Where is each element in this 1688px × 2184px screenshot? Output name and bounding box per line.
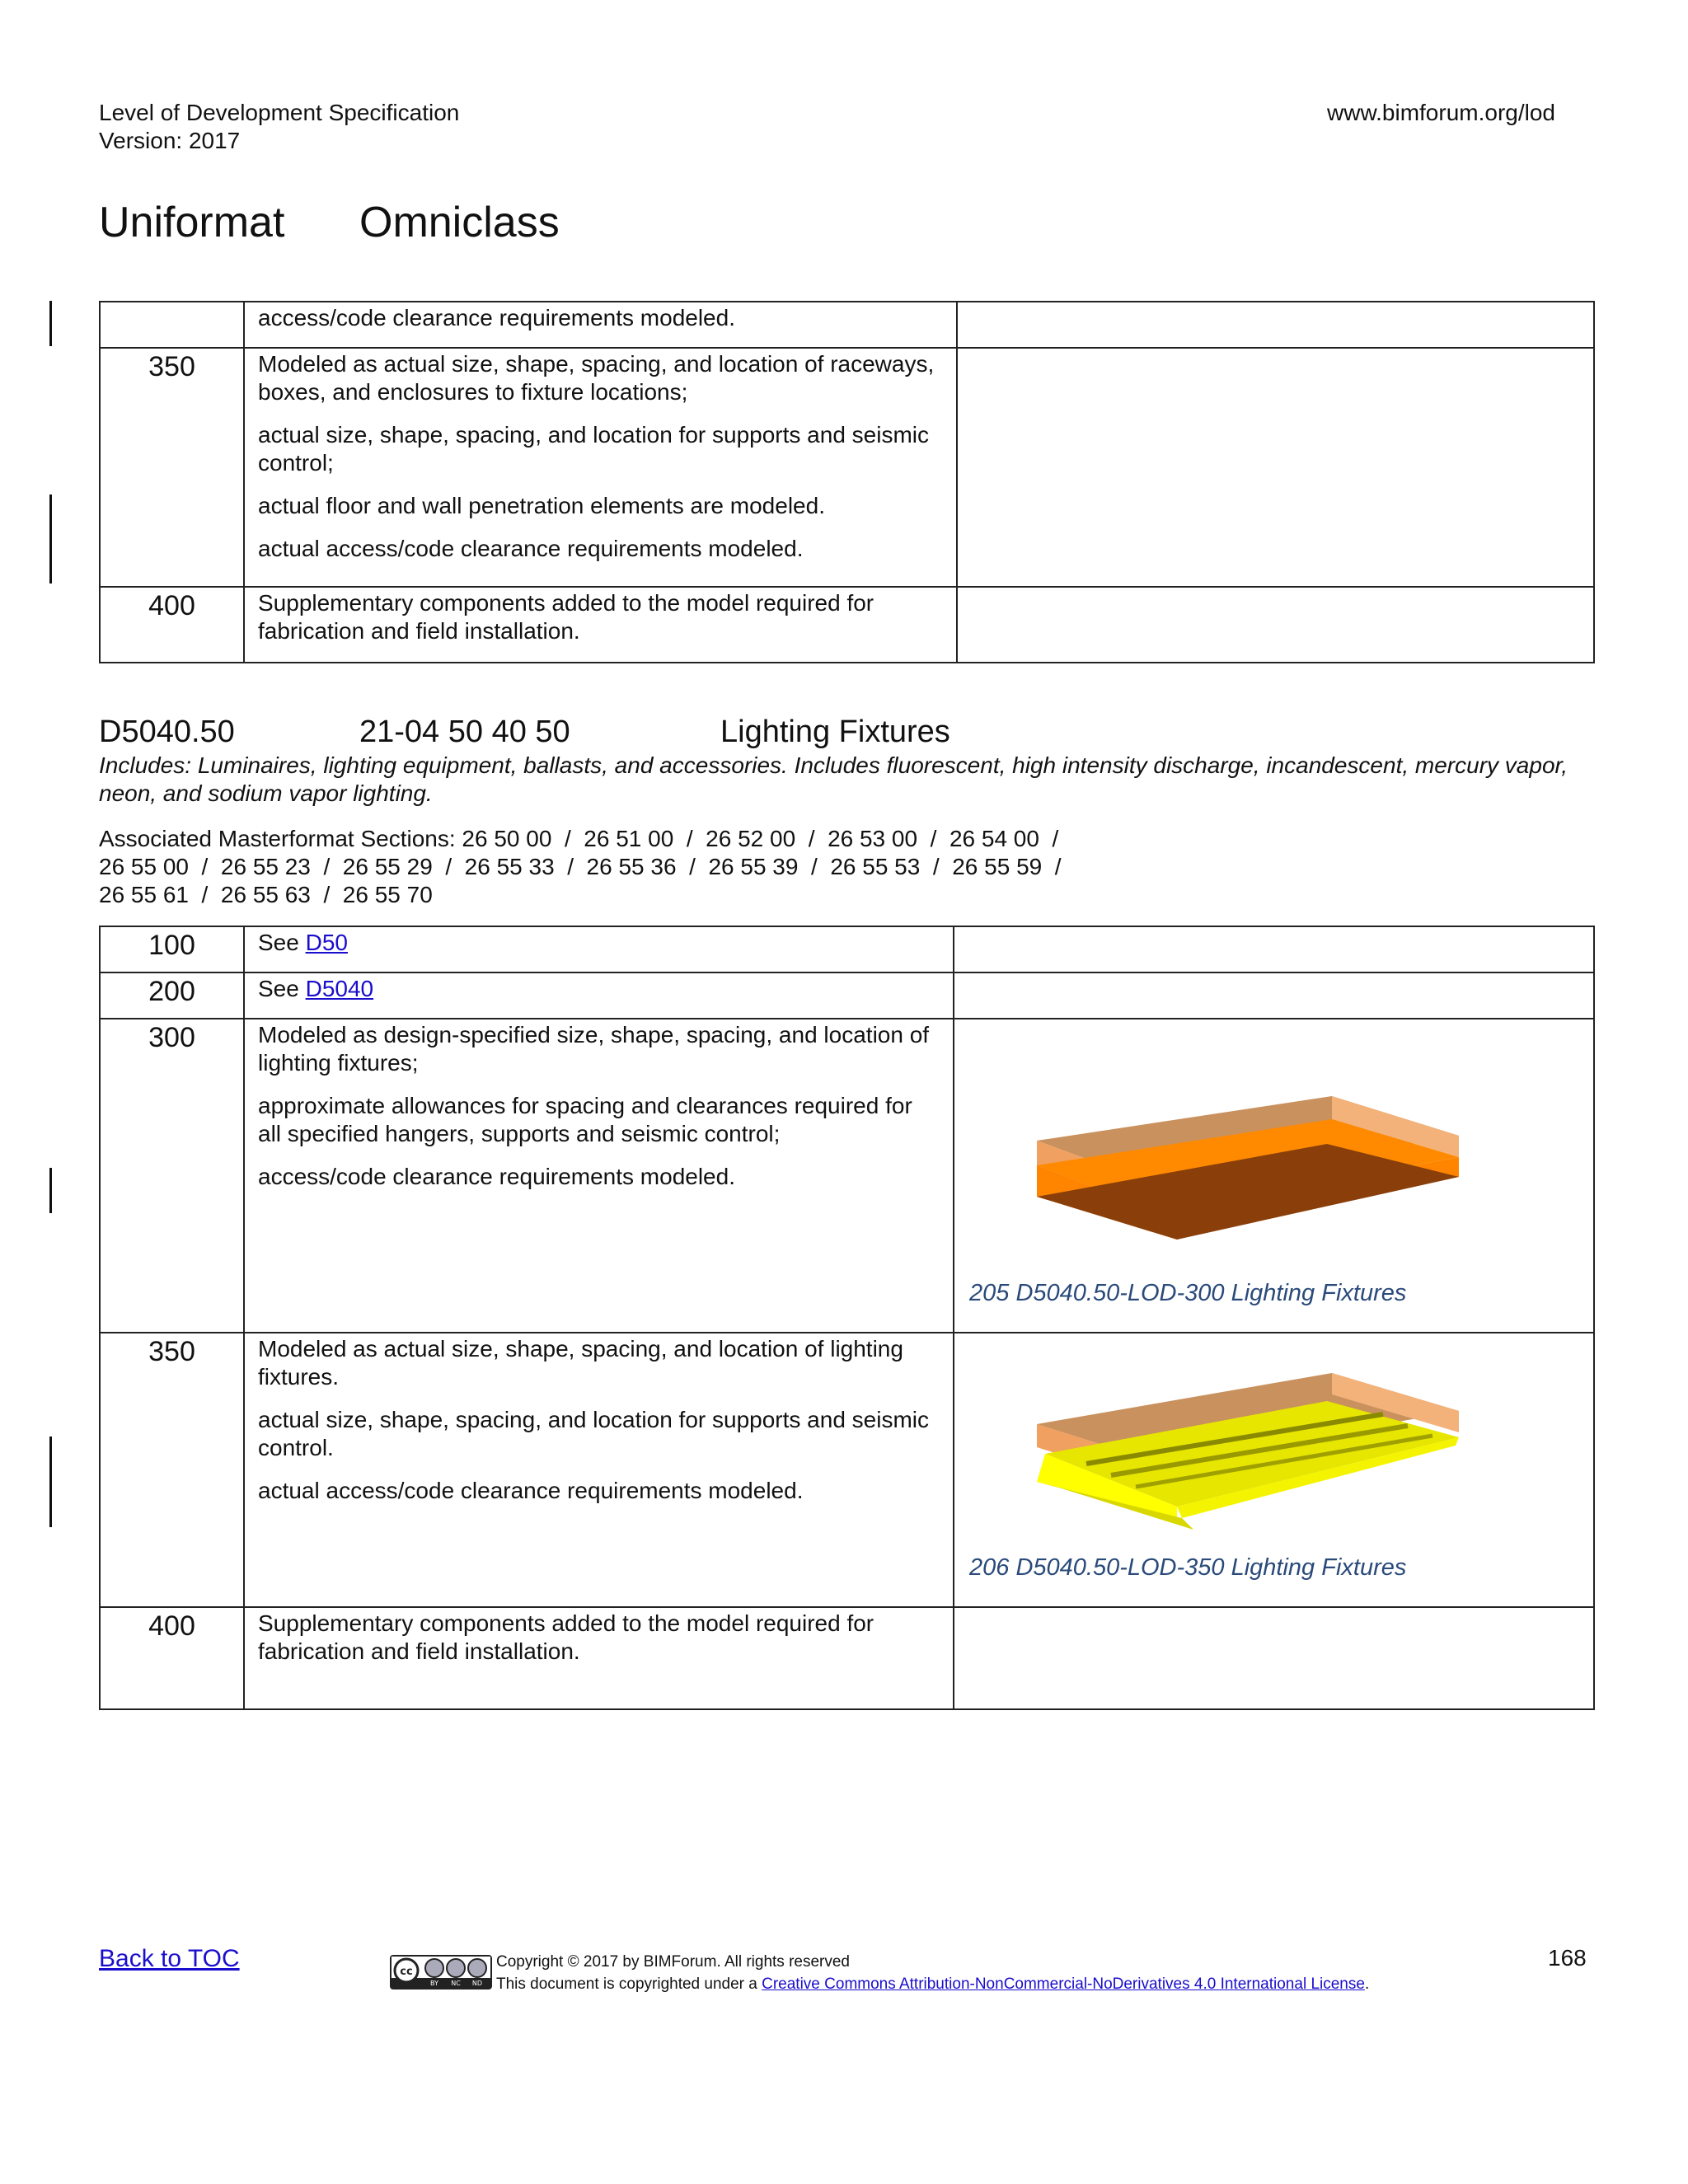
illustration-cell [957,348,1594,587]
illustration-cell [954,1333,1594,1607]
cc-by-nc-nd-icon [392,1957,490,1988]
masterformat-sections: 26 55 00 / 26 55 23 / 26 55 29 / 26 55 33 / 26 55 36 / 26 55 39 / 26 55 53 / 26 55 59 / [99,854,1062,879]
description-paragraph: actual access/code clearance requirements modeled. [258,1478,804,1503]
change-bar [49,301,52,346]
section-name: Lighting Fixtures [720,715,950,749]
lod-table-continued [99,301,1595,663]
description-paragraph: access/code clearance requirements modeled. [258,305,735,330]
illustration-cell [954,1607,1594,1709]
description-paragraph: Modeled as actual size, shape, spacing, and location of raceways, boxes, and enclosures to fixture locations; [258,351,935,405]
back-to-toc-link[interactable]: Back to TOC [99,1945,240,1972]
table-row [100,587,1594,663]
license-prefix: This document is copyrighted under a [496,1975,762,1993]
svg-text:cc: cc [400,1966,413,1978]
illustration-cell [957,302,1594,348]
document-title: Level of Development Specification [99,100,460,125]
description-paragraph: actual access/code clearance requirements modeled. [258,536,804,561]
change-bar [49,1436,52,1527]
svg-text:BY: BY [430,1980,438,1987]
link-d50[interactable]: D50 [305,930,348,955]
lod-level: 400 [100,1607,244,1709]
masterformat-sections: 26 55 61 / 26 55 63 / 26 55 70 [99,882,433,907]
lighting-fixture-lod300-image [1037,1065,1482,1246]
lod-table-lighting-fixtures [99,926,1595,1710]
svg-text:ND: ND [471,1980,483,1987]
table-row [100,1333,1594,1607]
description-paragraph: actual size, shape, spacing, and location for supports and seismic control. [258,1407,930,1460]
omniclass-heading: Omniclass [359,199,560,246]
lod-description [244,1607,954,1709]
description-paragraph: Supplementary components added to the model required for fabrication and field installation. [258,1610,874,1664]
figure-caption: 205 D5040.50-LOD-300 Lighting Fixtures [969,1280,1407,1306]
cc-license-badge[interactable] [390,1955,492,1990]
lod-description [244,587,957,663]
table-row [100,1607,1594,1709]
license-suffix: . [1364,1975,1370,1993]
link-d5040[interactable]: D5040 [305,976,374,1001]
lod-level: 100 [100,926,244,972]
lod-description [244,302,957,348]
lod-description [244,972,954,1019]
illustration-cell [954,1019,1594,1333]
description-paragraph: actual size, shape, spacing, and location for supports and seismic control; [258,422,930,476]
uniformat-code: D5040.50 [99,715,235,749]
table-row [100,1019,1594,1333]
table-row [100,348,1594,587]
description-paragraph: Modeled as design-specified size, shape, spacing, and location of lighting fixtures; [258,1022,930,1076]
header-url: www.bimforum.org/lod [1327,100,1555,125]
description-paragraph: Supplementary components added to the model required for fabrication and field installation. [258,590,874,644]
lod-level [100,302,244,348]
lod-level: 350 [100,1333,244,1607]
lod-level: 200 [100,972,244,1019]
copyright-text: Copyright © 2017 by BIMForum. All rights reserved [496,1953,851,1971]
table-row [100,302,1594,348]
license-text [496,1974,1369,1995]
lod-level: 400 [100,587,244,663]
change-bar [49,1168,52,1213]
table-row [100,972,1594,1019]
illustration-cell [954,926,1594,972]
table-row [100,926,1594,972]
figure-caption: 206 D5040.50-LOD-350 Lighting Fixtures [969,1554,1407,1581]
change-bar [49,494,52,583]
lod-level: 300 [100,1019,244,1333]
lod-description [244,1019,954,1333]
illustration-cell [957,587,1594,663]
lod-level: 350 [100,348,244,587]
section-includes: Includes: Luminaires, lighting equipment, ballasts, and accessories. Includes fluorescent, high intensity discharge, incandescent, mercury vapor, neon, and sodium vapor lighting. [99,752,1568,806]
lod-description [244,348,957,587]
page-number: 168 [1548,1945,1587,1971]
svg-text:NC: NC [451,1980,461,1987]
description-paragraph: access/code clearance requirements modeled. [258,1164,735,1189]
illustration-cell [954,972,1594,1019]
description-paragraph: actual floor and wall penetration elements are modeled. [258,493,825,518]
see-prefix: See [258,930,306,955]
masterformat-sections: Associated Masterformat Sections: 26 50 00 / 26 51 00 / 26 52 00 / 26 53 00 / 26 54 00 / [99,826,1059,851]
lod-description [244,926,954,972]
license-link[interactable]: Creative Commons Attribution-NonCommercial-NoDerivatives 4.0 International License [762,1975,1365,1993]
uniformat-heading: Uniformat [99,199,285,246]
description-paragraph: Modeled as actual size, shape, spacing, and location of lighting fixtures. [258,1336,903,1390]
lighting-fixture-lod350-image [1037,1350,1482,1531]
lod-description [244,1333,954,1607]
see-prefix: See [258,976,306,1001]
omniclass-code: 21-04 50 40 50 [359,715,570,749]
document-version: Version: 2017 [99,128,241,153]
description-paragraph: approximate allowances for spacing and clearances required for all specified hangers, supports and seismic control; [258,1093,912,1146]
